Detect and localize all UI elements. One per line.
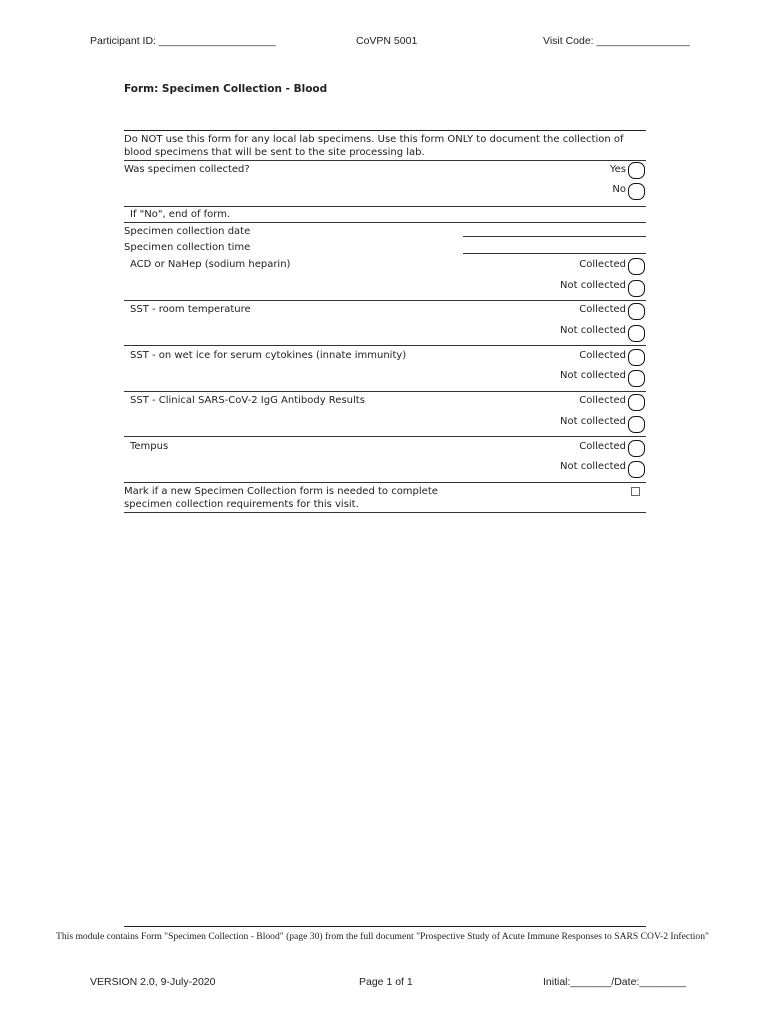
- sst-clinical-collected-radio[interactable]: [628, 394, 645, 411]
- divider: [124, 512, 646, 513]
- divider: [124, 222, 646, 223]
- option-yes-label: Yes: [609, 164, 626, 175]
- specimen-sst-clinical-label: SST - Clinical SARS-CoV-2 IgG Antibody Results: [130, 395, 365, 406]
- collection-time-input[interactable]: [463, 253, 646, 254]
- if-no-note: If "No", end of form.: [130, 209, 231, 220]
- option-no-label: No: [612, 184, 626, 195]
- collected-yes-radio[interactable]: [628, 162, 645, 179]
- collected-label: Collected: [579, 259, 626, 270]
- module-note: This module contains Form "Specimen Collection - Blood" (page 30) from the full document "Prospective Study of Acute Immune Responses to SARS COV-2 Infection": [56, 931, 709, 942]
- sst-room-collected-radio[interactable]: [628, 303, 645, 320]
- divider: [124, 206, 646, 207]
- divider: [124, 160, 646, 161]
- specimen-sst-wet-ice-label: SST - on wet ice for serum cytokines (innate immunity): [130, 350, 407, 361]
- not-collected-label: Not collected: [560, 416, 626, 427]
- divider: [124, 130, 646, 131]
- not-collected-label: Not collected: [560, 461, 626, 472]
- collected-question-label: Was specimen collected?: [124, 164, 250, 175]
- not-collected-label: Not collected: [560, 280, 626, 291]
- page-number: Page 1 of 1: [359, 976, 413, 988]
- version-text: VERSION 2.0, 9-July-2020: [90, 976, 216, 988]
- sst-clinical-not-collected-radio[interactable]: [628, 416, 645, 433]
- collection-date-label: Specimen collection date: [124, 226, 251, 237]
- tempus-collected-radio[interactable]: [628, 440, 645, 457]
- study-name: CoVPN 5001: [356, 35, 418, 47]
- not-collected-label: Not collected: [560, 370, 626, 381]
- divider: [124, 482, 646, 483]
- collected-no-radio[interactable]: [628, 183, 645, 200]
- collected-label: Collected: [579, 350, 626, 361]
- not-collected-label: Not collected: [560, 325, 626, 336]
- instructions-line-1: Do NOT use this form for any local lab specimens. Use this form ONLY to document the collection of: [124, 134, 624, 145]
- tempus-not-collected-radio[interactable]: [628, 461, 645, 478]
- divider: [124, 300, 646, 301]
- form-title: Form: Specimen Collection - Blood: [124, 83, 328, 95]
- new-form-needed-checkbox[interactable]: [631, 487, 640, 496]
- collected-label: Collected: [579, 304, 626, 315]
- new-form-note-line-1: Mark if a new Specimen Collection form is needed to complete: [124, 486, 438, 497]
- collected-label: Collected: [579, 441, 626, 452]
- sst-room-not-collected-radio[interactable]: [628, 325, 645, 342]
- collection-date-input[interactable]: [463, 236, 646, 237]
- acd-collected-radio[interactable]: [628, 258, 645, 275]
- visit-code-field: Visit Code: ________________: [543, 35, 690, 47]
- instructions-line-2: blood specimens that will be sent to the site processing lab.: [124, 147, 425, 158]
- divider: [124, 345, 646, 346]
- specimen-sst-room-label: SST - room temperature: [130, 304, 251, 315]
- initial-date-field: Initial:_______/Date:________: [543, 976, 687, 988]
- collected-label: Collected: [579, 395, 626, 406]
- specimen-tempus-label: Tempus: [130, 441, 169, 452]
- acd-not-collected-radio[interactable]: [628, 280, 645, 297]
- collection-time-label: Specimen collection time: [124, 242, 251, 253]
- divider: [124, 391, 646, 392]
- sst-wet-ice-collected-radio[interactable]: [628, 349, 645, 366]
- sst-wet-ice-not-collected-radio[interactable]: [628, 370, 645, 387]
- specimen-acd-label: ACD or NaHep (sodium heparin): [130, 259, 291, 270]
- divider: [124, 436, 646, 437]
- participant-id-field: Participant ID: ____________________: [90, 35, 276, 47]
- footer-divider: [124, 926, 646, 927]
- new-form-note-line-2: specimen collection requirements for this visit.: [124, 499, 359, 510]
